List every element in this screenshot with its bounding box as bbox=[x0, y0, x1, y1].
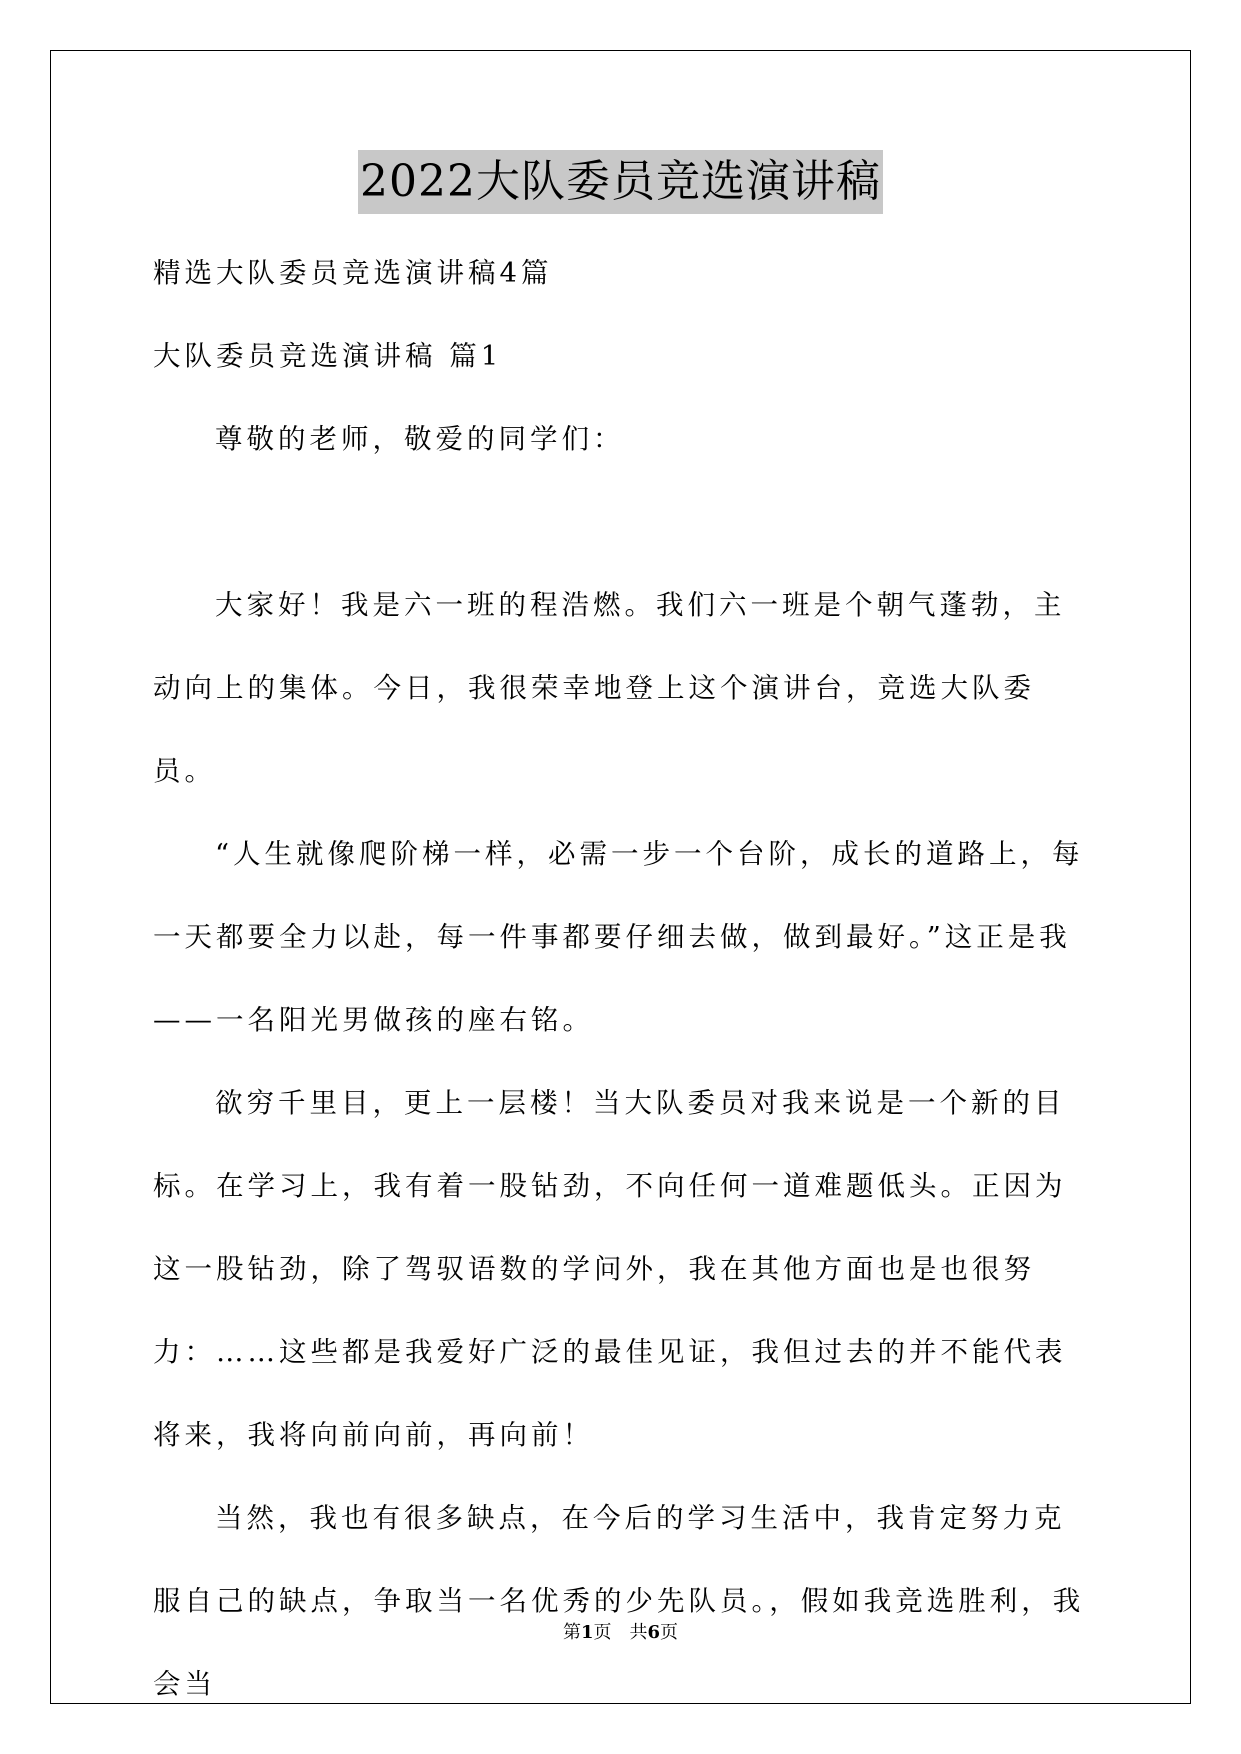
blank-line bbox=[153, 481, 1093, 564]
body-paragraph: 大家好！我是六一班的程浩燃。我们六一班是个朝气蓬勃，主动向上的集体。今日，我很荣幸地登上这个演讲台，竞选大队委员。 bbox=[153, 589, 1066, 787]
body-paragraph: 欲穷千里目，更上一层楼！当大队委员对我来说是一个新的目标。在学习上，我有着一股钻劲，不向任何一道难题低头。正因为这一股钻劲，除了驾驭语数的学问外，我在其他方面也是也很努力：……这些都是我爱好广泛的最佳见证，我但过去的并不能代表将来，我将向前向前，再向前！ bbox=[153, 1087, 1067, 1451]
body-paragraph: 当然，我也有很多缺点，在今后的学习生活中，我肯定努力克服自己的缺点，争取当一名优秀的少先队员。，假如我竞选胜利，我会当 bbox=[153, 1502, 1085, 1700]
page-footer bbox=[0, 1621, 1241, 1645]
footer-page-prefix: 第 bbox=[562, 1622, 581, 1643]
document-title: 2022大队委员竞选演讲稿 bbox=[358, 150, 883, 214]
body-paragraph: “人生就像爬阶梯一样，必需一步一个台阶，成长的道路上，每一天都要全力以赴，每一件事都要仔细去做，做到最好。”这正是我——一名阳光男做孩的座右铭。 bbox=[153, 838, 1084, 1036]
title-container bbox=[0, 150, 1241, 214]
footer-page-suffix: 页 bbox=[660, 1622, 679, 1643]
footer-page-mid: 页 共 bbox=[593, 1622, 648, 1643]
footer-total-pages: 6 bbox=[647, 1622, 661, 1643]
salutation: 尊敬的老师，敬爱的同学们： bbox=[215, 423, 625, 455]
footer-current-page: 1 bbox=[580, 1622, 594, 1643]
section-heading: 大队委员竞选演讲稿 篇1 bbox=[153, 340, 503, 372]
subtitle: 精选大队委员竞选演讲稿4篇 bbox=[153, 257, 553, 289]
document-body bbox=[153, 232, 1093, 1726]
